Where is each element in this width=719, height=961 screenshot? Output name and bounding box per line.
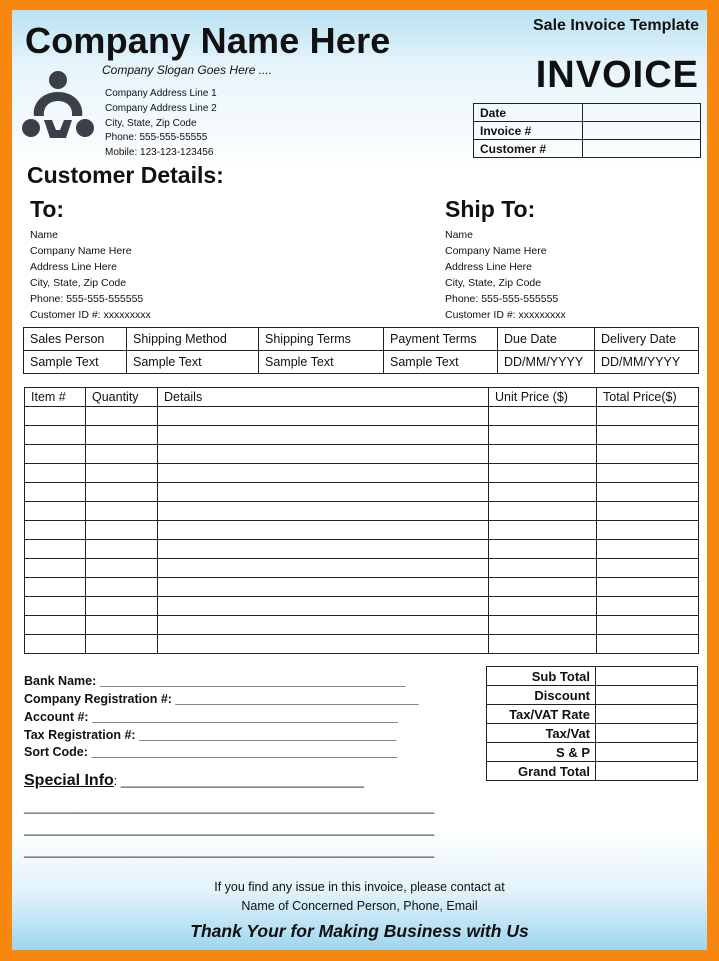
shipping-method-value[interactable]: Sample Text	[127, 351, 259, 374]
unit-price-cell[interactable]	[489, 578, 597, 597]
sales-person-value[interactable]: Sample Text	[24, 351, 127, 374]
meta-row-invoice	[474, 122, 701, 140]
col-header: Delivery Date	[595, 328, 699, 351]
total-price-cell[interactable]	[597, 578, 699, 597]
details-cell[interactable]	[158, 407, 489, 426]
unit-price-cell[interactable]	[489, 407, 597, 426]
item-number-cell[interactable]	[25, 407, 86, 426]
unit-price-cell[interactable]	[489, 502, 597, 521]
items-header-row	[25, 388, 699, 407]
quantity-cell[interactable]	[86, 445, 158, 464]
item-number-cell[interactable]	[25, 540, 86, 559]
details-cell[interactable]	[158, 445, 489, 464]
total-label: Tax/VAT Rate	[487, 705, 596, 724]
unit-price-cell[interactable]	[489, 635, 597, 654]
unit-price-cell[interactable]	[489, 521, 597, 540]
shipping-header-row	[24, 328, 699, 351]
invoice-title: INVOICE	[535, 54, 699, 96]
item-number-cell[interactable]	[25, 635, 86, 654]
tax-value[interactable]	[596, 724, 698, 743]
contact-line-2: Name of Concerned Person, Phone, Email	[241, 899, 478, 913]
total-price-cell[interactable]	[597, 445, 699, 464]
item-number-cell[interactable]	[25, 559, 86, 578]
company-name: Company Name Here	[25, 20, 391, 61]
item-row	[25, 635, 699, 654]
invoice-meta-table	[473, 103, 701, 158]
quantity-cell[interactable]	[86, 597, 158, 616]
details-cell[interactable]	[158, 540, 489, 559]
unit-price-cell[interactable]	[489, 597, 597, 616]
col-header: Sales Person	[24, 328, 127, 351]
quantity-cell[interactable]	[86, 464, 158, 483]
details-cell[interactable]	[158, 578, 489, 597]
quantity-cell[interactable]	[86, 521, 158, 540]
quantity-cell[interactable]	[86, 502, 158, 521]
item-row	[25, 426, 699, 445]
tax-rate-value[interactable]	[596, 705, 698, 724]
total-price-cell[interactable]	[597, 464, 699, 483]
col-header: Total Price($)	[597, 388, 699, 407]
quantity-cell[interactable]	[86, 635, 158, 654]
address-line-1: Company Address Line 1	[105, 88, 217, 99]
total-price-cell[interactable]	[597, 521, 699, 540]
total-price-cell[interactable]	[597, 597, 699, 616]
details-cell[interactable]	[158, 464, 489, 483]
quantity-cell[interactable]	[86, 578, 158, 597]
shipping-terms-value[interactable]: Sample Text	[259, 351, 384, 374]
unit-price-cell[interactable]	[489, 540, 597, 559]
item-number-cell[interactable]	[25, 502, 86, 521]
meta-label: Invoice #	[474, 122, 583, 140]
col-header: Details	[158, 388, 489, 407]
special-info-line: : ___________________________________	[113, 774, 365, 788]
meta-value-customer[interactable]	[583, 140, 701, 158]
ship-address: Address Line Here	[445, 261, 532, 273]
item-number-cell[interactable]	[25, 597, 86, 616]
details-cell[interactable]	[158, 597, 489, 616]
details-cell[interactable]	[158, 502, 489, 521]
to-heading: To:	[30, 196, 65, 222]
total-price-cell[interactable]	[597, 635, 699, 654]
total-row-subtotal	[487, 667, 698, 686]
total-row-discount	[487, 686, 698, 705]
line-items-table	[24, 387, 699, 654]
unit-price-cell[interactable]	[489, 559, 597, 578]
item-number-cell[interactable]	[25, 483, 86, 502]
special-info-line[interactable]: ___________________________________________________________	[24, 844, 435, 858]
col-header: Shipping Terms	[259, 328, 384, 351]
details-cell[interactable]	[158, 521, 489, 540]
meta-row-customer	[474, 140, 701, 158]
delivery-date-value[interactable]: DD/MM/YYYY	[595, 351, 699, 374]
payment-terms-value[interactable]: Sample Text	[384, 351, 498, 374]
item-row	[25, 502, 699, 521]
grand-total-value[interactable]	[596, 762, 698, 781]
item-row	[25, 559, 699, 578]
item-row	[25, 578, 699, 597]
address-phone: Phone: 555-555-55555	[105, 132, 208, 143]
item-number-cell[interactable]	[25, 426, 86, 445]
details-cell[interactable]	[158, 559, 489, 578]
details-cell[interactable]	[158, 483, 489, 502]
item-row	[25, 521, 699, 540]
total-price-cell[interactable]	[597, 407, 699, 426]
company-slogan: Company Slogan Goes Here ....	[102, 63, 273, 77]
meta-label: Customer #	[474, 140, 583, 158]
item-number-cell[interactable]	[25, 578, 86, 597]
total-row-tax	[487, 724, 698, 743]
item-row	[25, 464, 699, 483]
total-price-cell[interactable]	[597, 540, 699, 559]
quantity-cell[interactable]	[86, 616, 158, 635]
col-header: Quantity	[86, 388, 158, 407]
total-price-cell[interactable]	[597, 483, 699, 502]
sort-code-field[interactable]: Sort Code: ____________________________________________	[24, 745, 398, 759]
address-mobile: Mobile: 123-123-123456	[105, 147, 214, 158]
total-price-cell[interactable]	[597, 559, 699, 578]
item-row	[25, 597, 699, 616]
item-row	[25, 483, 699, 502]
to-name: Name	[30, 229, 59, 241]
subtotal-value[interactable]	[596, 667, 698, 686]
customer-details-heading: Customer Details:	[27, 162, 224, 188]
item-number-cell[interactable]	[25, 521, 86, 540]
details-cell[interactable]	[158, 426, 489, 445]
sp-value[interactable]	[596, 743, 698, 762]
contact-line-1: If you find any issue in this invoice, please contact at	[214, 880, 505, 894]
to-city: City, State, Zip Code	[30, 277, 127, 289]
total-label: S & P	[487, 743, 596, 762]
address-city: City, State, Zip Code	[105, 118, 197, 129]
meta-value-date[interactable]	[583, 104, 701, 122]
special-info-field[interactable]	[24, 772, 364, 790]
address-line-2: Company Address Line 2	[105, 103, 217, 114]
quantity-cell[interactable]	[86, 426, 158, 445]
total-label: Grand Total	[487, 762, 596, 781]
quantity-cell[interactable]	[86, 483, 158, 502]
col-header: Due Date	[498, 328, 595, 351]
special-info-label: Special Info	[24, 772, 114, 789]
discount-value[interactable]	[596, 686, 698, 705]
col-header: Item #	[25, 388, 86, 407]
total-price-cell[interactable]	[597, 616, 699, 635]
total-label: Discount	[487, 686, 596, 705]
total-price-cell[interactable]	[597, 426, 699, 445]
item-row	[25, 540, 699, 559]
shipping-info-table	[23, 327, 699, 374]
meta-row-date	[474, 104, 701, 122]
unit-price-cell[interactable]	[489, 445, 597, 464]
ship-city: City, State, Zip Code	[445, 277, 542, 289]
invoice-page	[12, 10, 707, 950]
to-address: Address Line Here	[30, 261, 117, 273]
special-info-line[interactable]: ___________________________________________________________	[24, 800, 435, 814]
item-row	[25, 445, 699, 464]
total-row-grand	[487, 762, 698, 781]
unit-price-cell[interactable]	[489, 483, 597, 502]
quantity-cell[interactable]	[86, 407, 158, 426]
quantity-cell[interactable]	[86, 540, 158, 559]
ship-to-heading: Ship To:	[445, 196, 536, 222]
item-number-cell[interactable]	[25, 445, 86, 464]
item-row	[25, 407, 699, 426]
total-row-sp	[487, 743, 698, 762]
ship-customer-id: Customer ID #: xxxxxxxxx	[445, 309, 566, 321]
total-label: Tax/Vat	[487, 724, 596, 743]
meta-value-invoice[interactable]	[583, 122, 701, 140]
unit-price-cell[interactable]	[489, 426, 597, 445]
to-customer-id: Customer ID #: xxxxxxxxx	[30, 309, 151, 321]
total-label: Sub Total	[487, 667, 596, 686]
template-title: Sale Invoice Template	[533, 17, 699, 34]
item-number-cell[interactable]	[25, 464, 86, 483]
special-info-line[interactable]: ___________________________________________________________	[24, 822, 435, 836]
col-header: Payment Terms	[384, 328, 498, 351]
item-number-cell[interactable]	[25, 616, 86, 635]
item-row	[25, 616, 699, 635]
ship-company: Company Name Here	[445, 245, 547, 257]
meta-label: Date	[474, 104, 583, 122]
tax-registration-field[interactable]: Tax Registration #: _____________________________________	[24, 728, 397, 742]
unit-price-cell[interactable]	[489, 616, 597, 635]
col-header: Shipping Method	[127, 328, 259, 351]
to-phone: Phone: 555-555-555555	[30, 293, 144, 305]
total-price-cell[interactable]	[597, 502, 699, 521]
ship-phone: Phone: 555-555-555555	[445, 293, 559, 305]
company-registration-field[interactable]: Company Registration #: ___________________________________	[24, 692, 419, 706]
company-logo-icon	[20, 68, 96, 140]
details-cell[interactable]	[158, 635, 489, 654]
due-date-value[interactable]: DD/MM/YYYY	[498, 351, 595, 374]
account-number-field[interactable]: Account #: ____________________________________________	[24, 710, 398, 724]
quantity-cell[interactable]	[86, 559, 158, 578]
totals-table	[486, 666, 698, 781]
ship-name: Name	[445, 229, 474, 241]
bank-name-field[interactable]: Bank Name: ____________________________________________	[24, 674, 406, 688]
total-row-tax-rate	[487, 705, 698, 724]
to-company: Company Name Here	[30, 245, 132, 257]
col-header: Unit Price ($)	[489, 388, 597, 407]
unit-price-cell[interactable]	[489, 464, 597, 483]
details-cell[interactable]	[158, 616, 489, 635]
thank-you-message: Thank Your for Making Business with Us	[190, 921, 529, 941]
shipping-value-row	[24, 351, 699, 374]
